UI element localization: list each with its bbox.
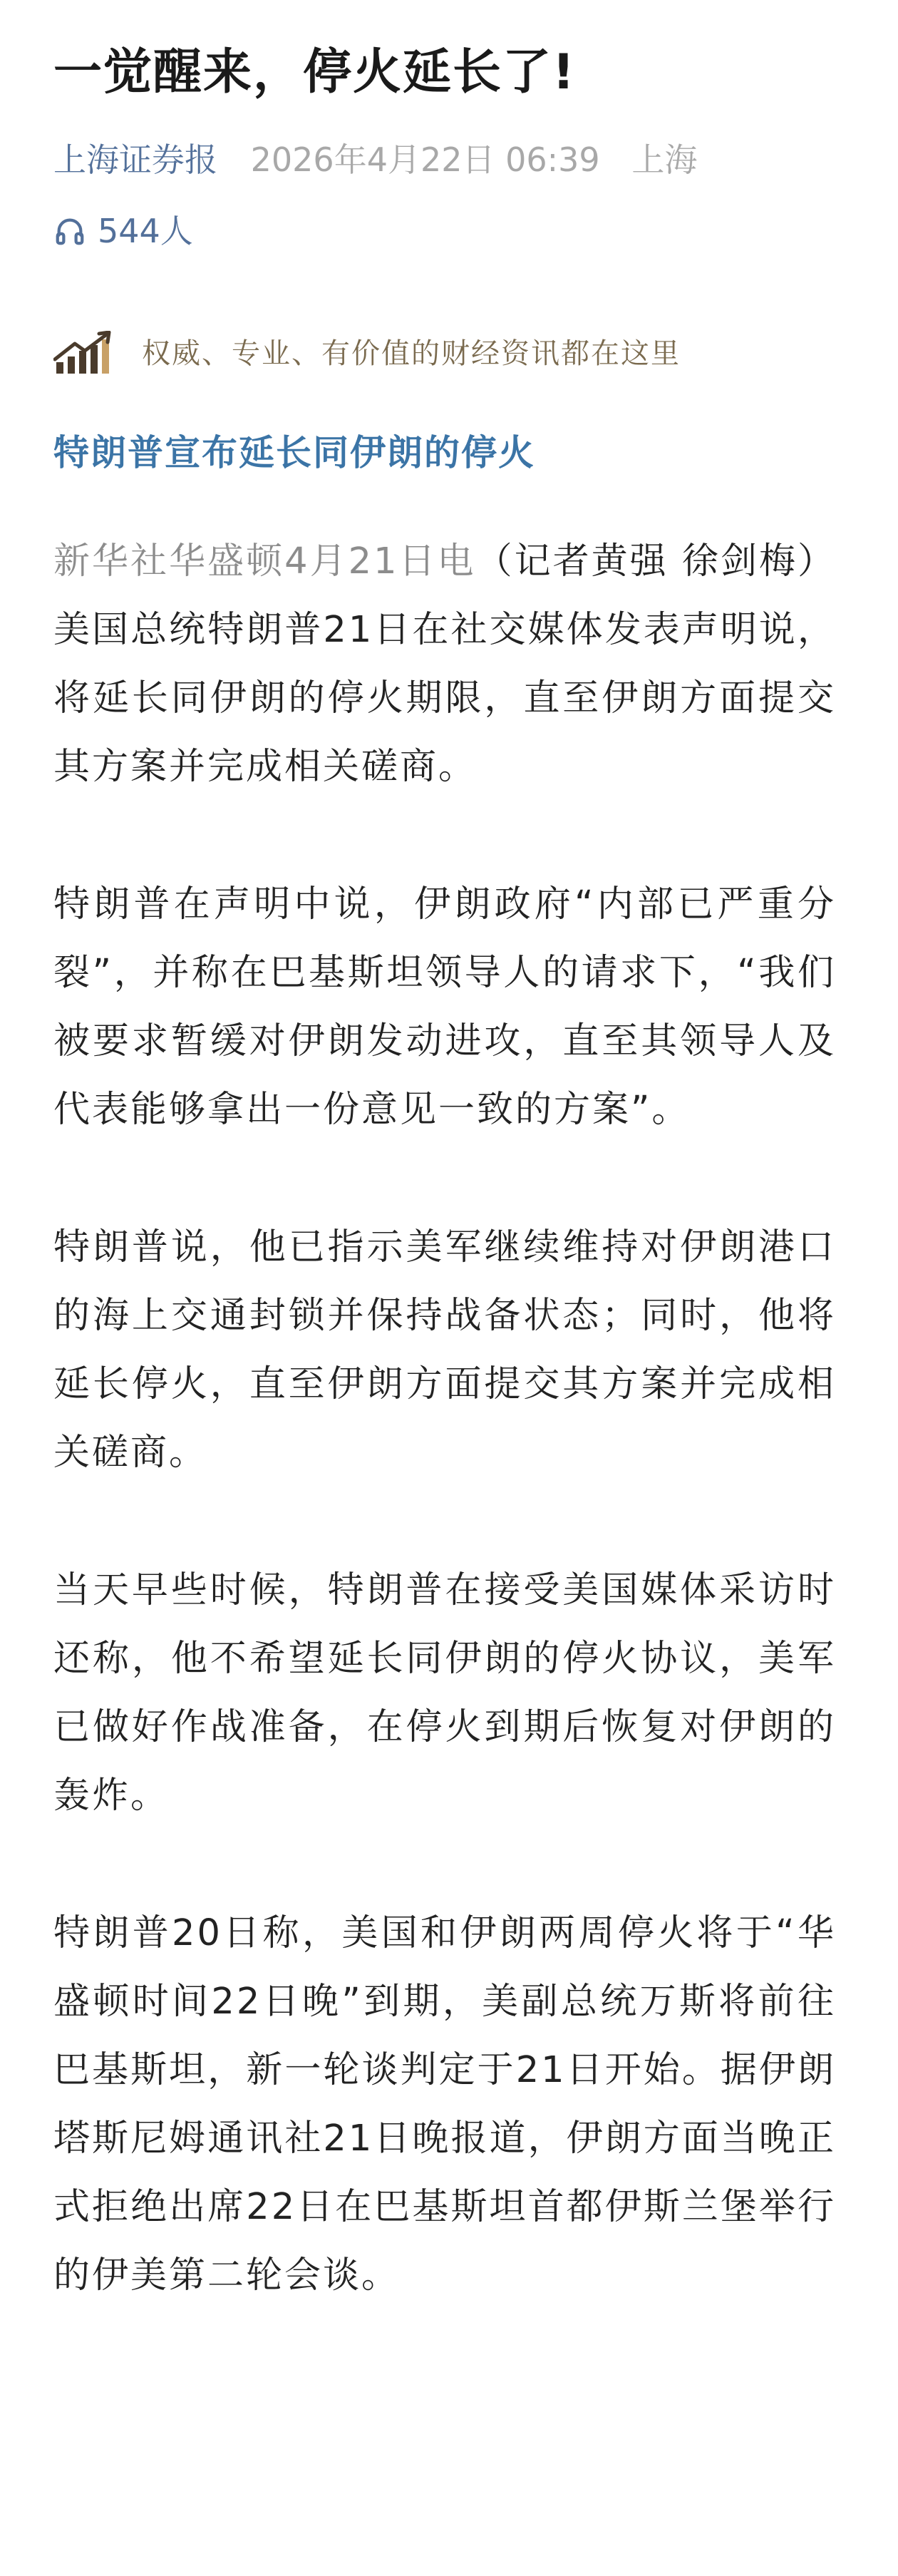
location: 上海 (631, 140, 698, 179)
rising-chart-icon (53, 331, 119, 376)
source-name[interactable]: 上海证券报 (53, 140, 217, 179)
article-paragraph (53, 528, 836, 801)
section-heading: 特朗普宣布延长同伊朗的停火 (53, 432, 535, 473)
article-body (53, 528, 836, 2310)
dateline: 新华社华盛顿4月21日电 (53, 540, 476, 583)
headphone-icon (53, 215, 86, 247)
article-paragraph: 特朗普在声明中说，伊朗政府“内部已严重分裂”，并称在巴基斯坦领导人的请求下，“我们被要求暂缓对伊朗发动进攻，直至其领导人及代表能够拿出一份意见一致的方案”。 (53, 883, 836, 1131)
paragraph-text: （记者黄强 徐剑梅）美国总统特朗普21日在社交媒体发表声明说，将延长同伊朗的停火期限，直至伊朗方面提交其方案并完成相关磋商。 (53, 540, 836, 788)
article-meta (53, 138, 836, 181)
article-title: 一觉醒来，停火延长了! (53, 44, 577, 101)
article-paragraph: 当天早些时候，特朗普在接受美国媒体采访时还称，他不希望延长同伊朗的停火协议，美军已做好作战准备，在停火到期后恢复对伊朗的轰炸。 (53, 1569, 836, 1817)
publish-time: 2026年4月22日 06:39 (250, 140, 600, 179)
article-paragraph: 特朗普20日称，美国和伊朗两周停火将于“华盛顿时间22日晚”到期，美副总统万斯将前往巴基斯坦，新一轮谈判定于21日开始。据伊朗塔斯尼姆通讯社21日晚报道，伊朗方面当晚正式拒绝出席22日在巴基斯坦首都伊斯兰堡举行的伊美第二轮会谈。 (53, 1912, 836, 2297)
slogan-banner (53, 331, 836, 376)
slogan-text: 权威、专业、有价值的财经资讯都在这里 (142, 337, 681, 370)
listen-button[interactable] (53, 210, 836, 252)
listener-count: 544人 (98, 212, 193, 250)
article-paragraph: 特朗普说，他已指示美军继续维持对伊朗港口的海上交通封锁并保持战备状态；同时，他将延长停火，直至伊朗方面提交其方案并完成相关磋商。 (53, 1226, 836, 1474)
